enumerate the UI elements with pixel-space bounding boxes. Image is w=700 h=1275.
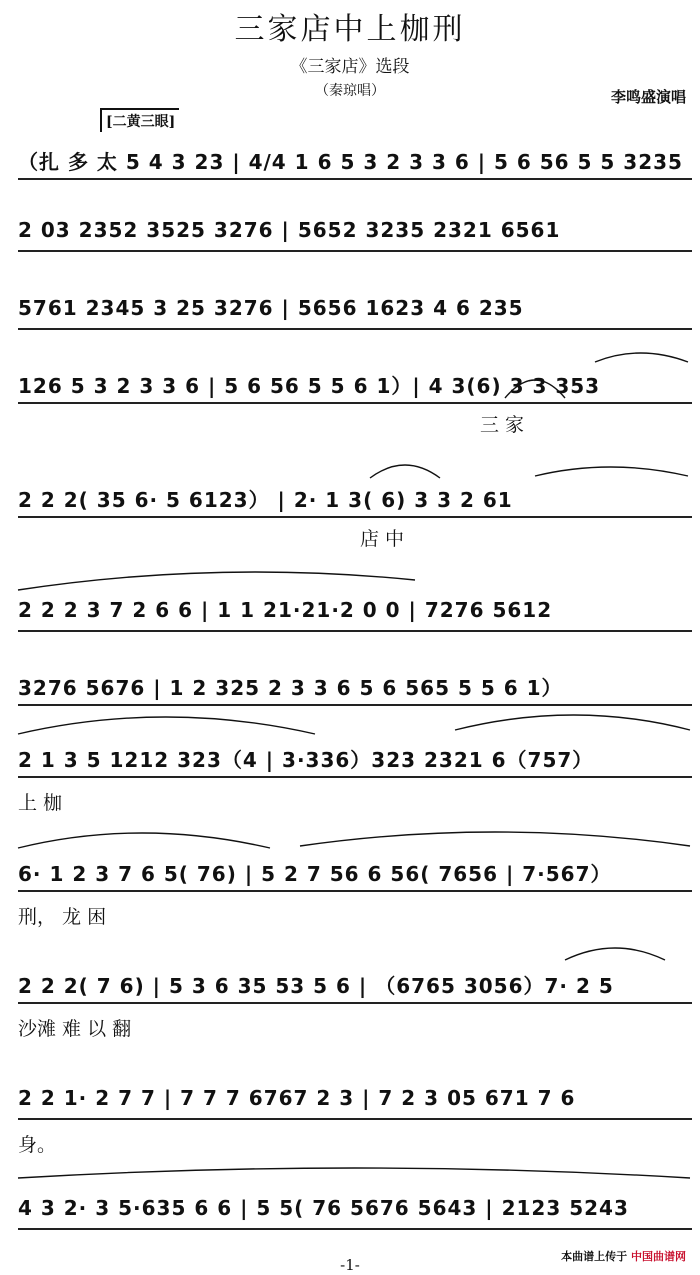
score-line-10: 2 2 2( 7 6) | 5 3 6 35 53 5 6 | （6765 3056）7· 2 5 (18, 970, 692, 1004)
score-line-5: 2 2 2( 35 6· 5 6123） | 2· 1 3( 6) 3 3 2 61 (18, 484, 692, 518)
performer-credit: 李鸣盛演唱 (610, 88, 686, 106)
slur (18, 1168, 690, 1178)
role-note: （秦琼唱） (315, 83, 385, 99)
slur (595, 353, 688, 362)
page-number: -1- (340, 1256, 360, 1274)
score-line-2: 2 03 2352 3525 3276 | 5652 3235 2321 6561 (18, 218, 692, 252)
page-subtitle: 《三家店》选段 (290, 57, 410, 77)
lyric-line-9: 刑， 龙 困 (18, 906, 107, 928)
lyric-line-10: 沙滩 难 以 翻 (18, 1018, 132, 1040)
lyric-line-11: 身。 (18, 1134, 57, 1156)
score-line-1: （扎 多 太 5 4 3 23 | 4/4 1 6 5 3 2 3 3 6 | 5 6 56 5 5 3235 (18, 146, 692, 180)
score-line-3: 5761 2345 3 25 3276 | 5656 1623 4 6 235 (18, 296, 692, 330)
slur (18, 717, 315, 734)
score-line-4: 126 5 3 2 3 3 6 | 5 6 56 5 5 6 1）| 4 3(6) 3 3 353 (18, 370, 692, 404)
slur (300, 832, 690, 846)
slur (505, 380, 565, 398)
score-line-8: 2 1 3 5 1212 323（4 | 3·336）323 2321 6（757） (18, 744, 692, 778)
score-line-9: 6· 1 2 3 7 6 5( 76) | 5 2 7 56 6 56( 7656 | 7·567） (18, 858, 692, 892)
upload-credit-text: 本曲谱上传于 (561, 1250, 628, 1263)
lyric-line-4: 三 家 (480, 414, 525, 436)
lyric-line-5: 店 中 (360, 528, 405, 550)
page-title: 三家店中上枷刑 (234, 12, 466, 47)
slur (455, 715, 690, 730)
slur (18, 833, 270, 848)
banqiang-marking: [二黄三眼] (100, 108, 179, 132)
slur (18, 572, 415, 590)
score-line-12: 4 3 2· 3 5·635 6 6 | 5 5( 76 5676 5643 | 2123 5243 (18, 1196, 692, 1230)
slur (565, 948, 665, 960)
slur (535, 467, 688, 476)
upload-credit (561, 1248, 686, 1264)
lyric-line-8: 上 枷 (18, 792, 63, 814)
score-line-11: 2 2 1· 2 7 7 | 7 7 7 6767 2 3 | 7 2 3 05 671 7 6 (18, 1086, 692, 1120)
score-line-7: 3276 5676 | 1 2 325 2 3 3 6 5 6 565 5 5 6 1） (18, 672, 692, 706)
site-logo: 中国曲谱网 (631, 1250, 686, 1263)
slur (370, 465, 440, 478)
score-line-6: 2 2 2 3 7 2 6 6 | 1 1 21·21·2 0 0 | 7276 5612 (18, 598, 692, 632)
